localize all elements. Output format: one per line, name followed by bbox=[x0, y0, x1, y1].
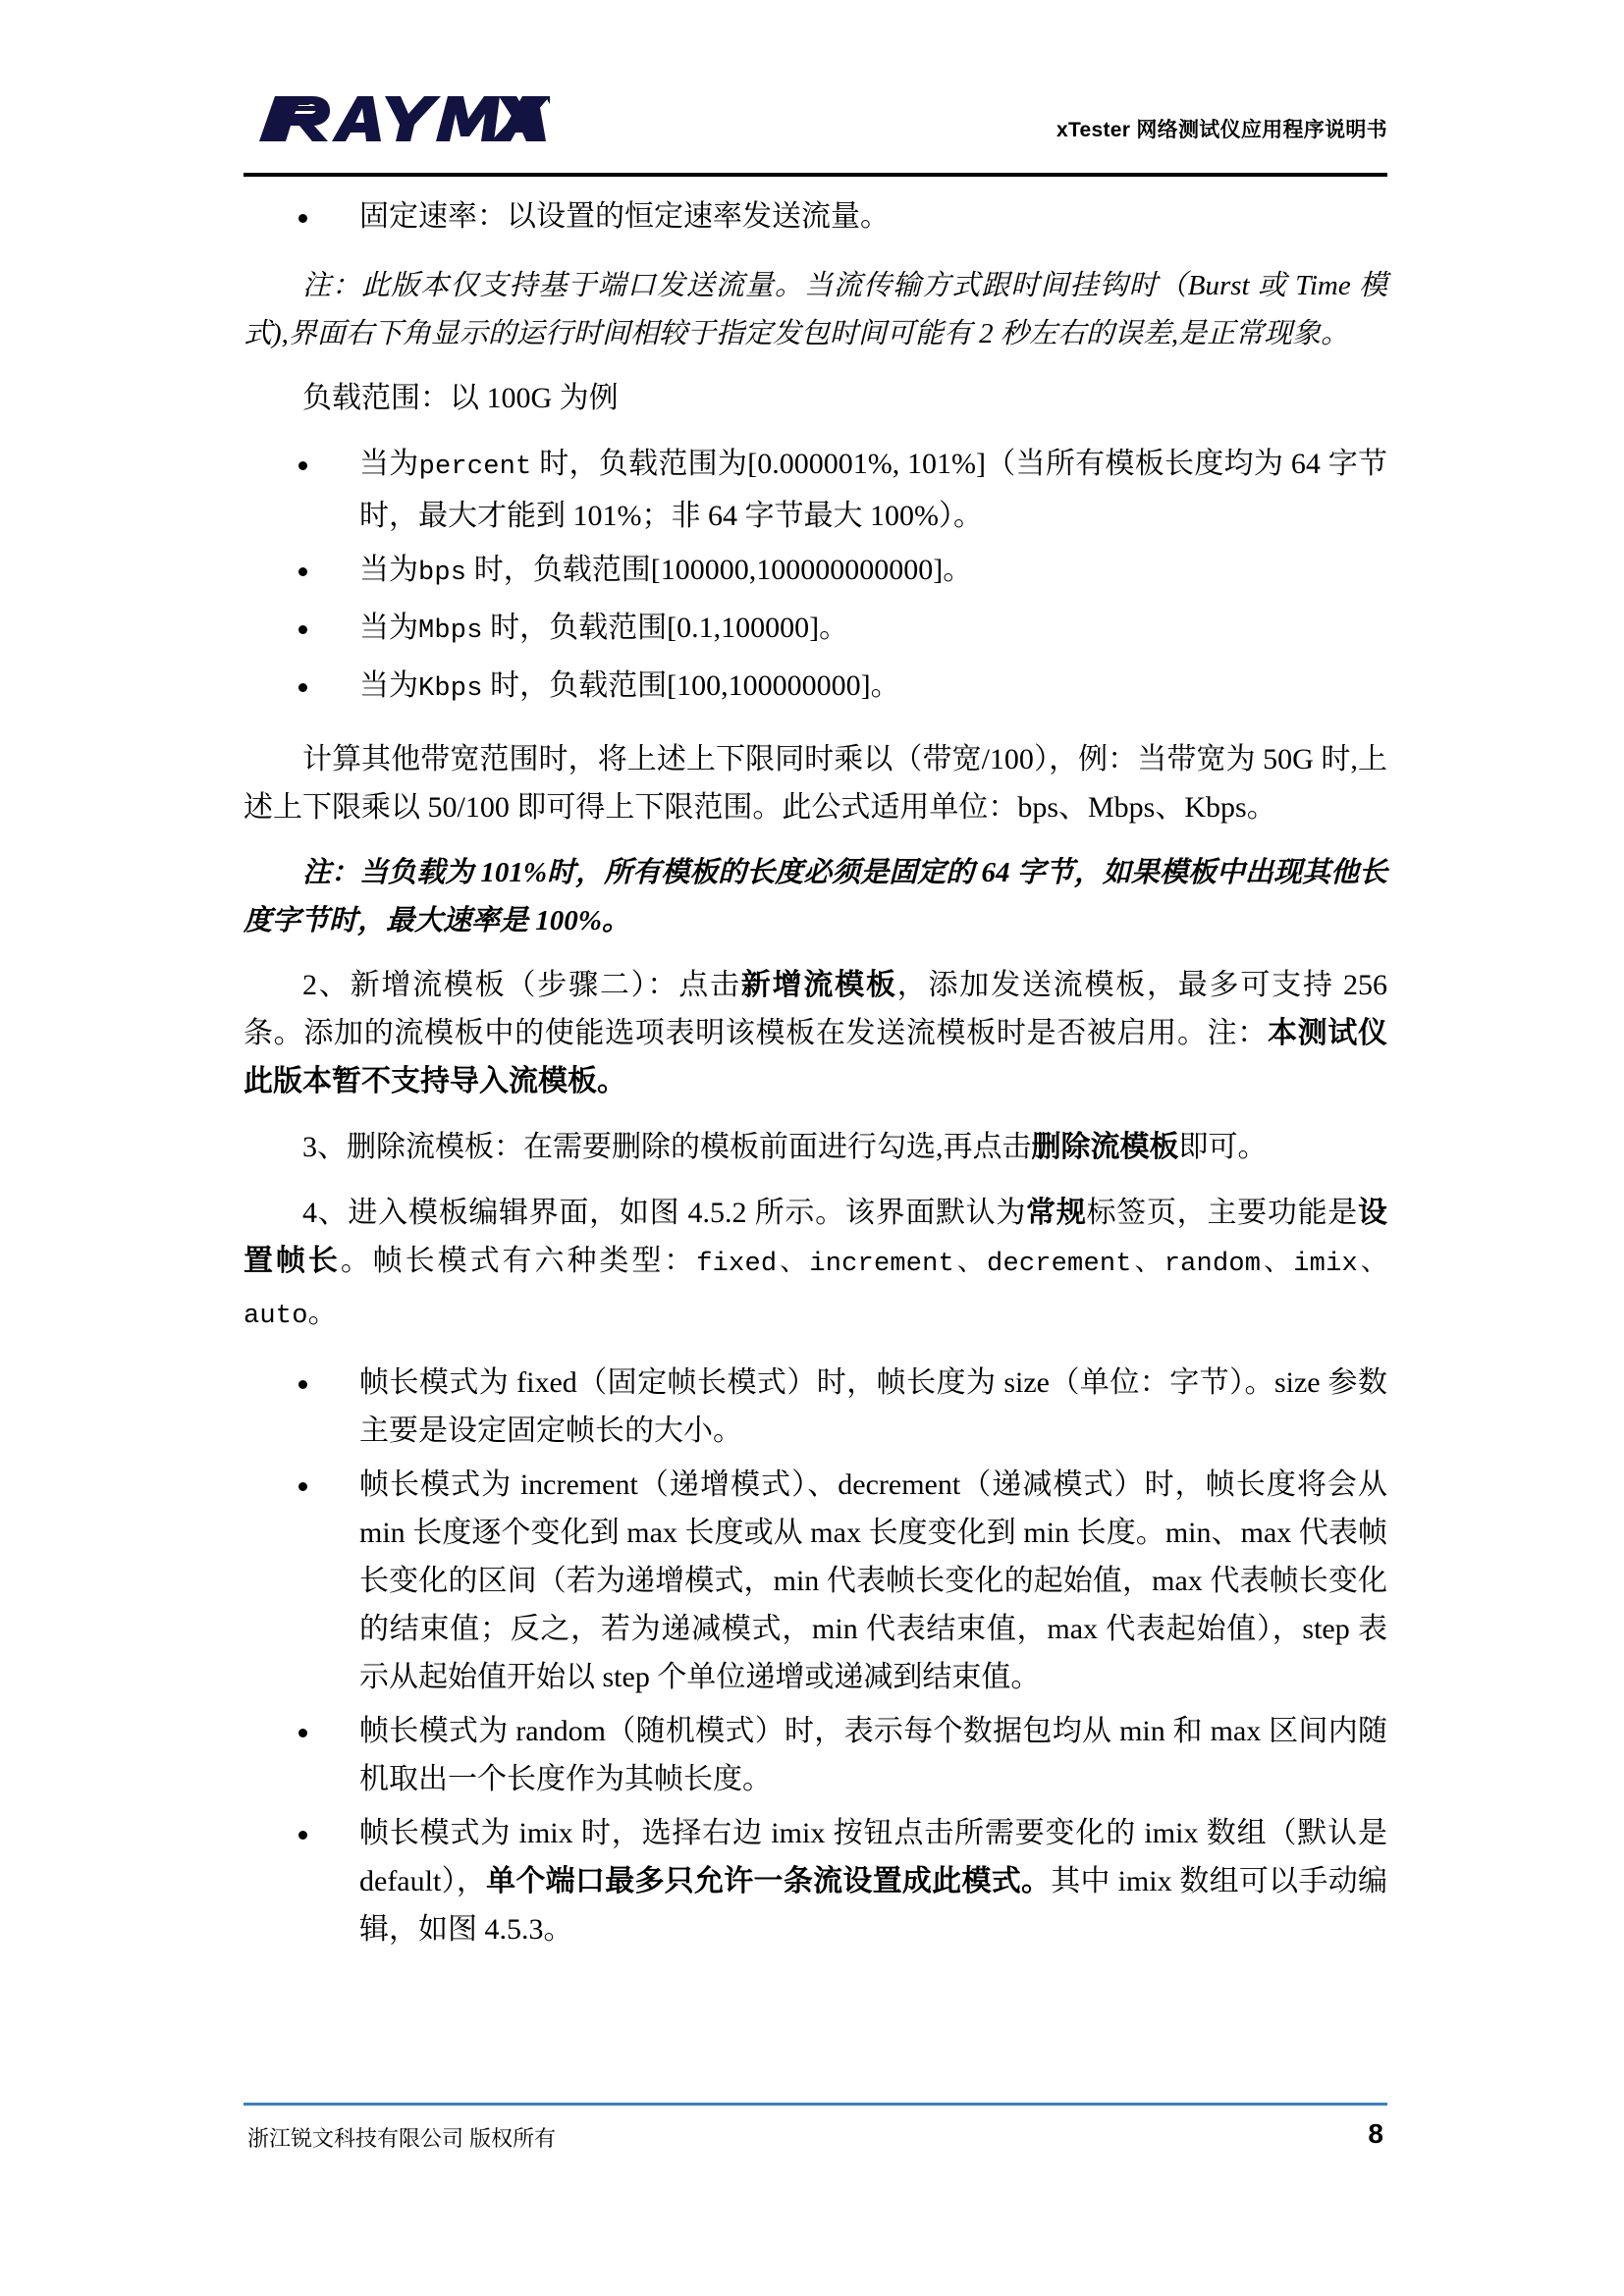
spacer bbox=[244, 246, 1387, 262]
list-item-mode-imix bbox=[244, 1809, 1387, 1953]
kbps-detail: 时，负载范围[100,100000000]。 bbox=[482, 669, 900, 702]
percent-prefix: 当为 bbox=[359, 448, 419, 480]
item4-suffix: 。 bbox=[307, 1297, 338, 1329]
raymax-logo bbox=[255, 92, 550, 145]
mode-imix-prefix: 帧长模式为 imix 时，选择右边 imix 按钮点击所需要变化的 imix 数组（默认是 default）， bbox=[359, 1817, 1387, 1897]
mbps-keyword: Mbps bbox=[418, 616, 483, 646]
item4-bold-general-tab: 常规 bbox=[1026, 1197, 1087, 1229]
page-number: 8 bbox=[1368, 2118, 1383, 2149]
note-101-percent: 注：当负载为 101%时，所有模板的长度必须是固定的 64 字节，如果模板中出现其他长度字节时，最大速率是 100%。 bbox=[244, 857, 1387, 936]
item3-bold-delete-template: 删除流模板 bbox=[1031, 1131, 1179, 1163]
kbps-prefix: 当为 bbox=[359, 669, 418, 702]
item4-prefix: 4、进入模板编辑界面，如图 4.5.2 所示。该界面默认为 bbox=[302, 1197, 1027, 1229]
mode-incr-decr-text: 帧长模式为 increment（递增模式）、decrement（递减模式）时，帧长度将会从 min 长度逐个变化到 max 长度或从 max 长度变化到 min 长度。min、max 代表帧长变化的区间（若为递增模式，min 代表帧长变化的起始值，max 代表帧长变化的结束值；反之，若为递减模式，min 代表结束值，max 代表起始值），step 表示从起始值开始以 step 个单位递增或递减到结束值。 bbox=[359, 1468, 1387, 1693]
spacer bbox=[244, 720, 1387, 735]
page-content bbox=[244, 192, 1387, 1959]
mode-imix-suffix: 其中 imix 数组可以手动编辑，如图 4.5.3。 bbox=[359, 1865, 1388, 1946]
list-item-mbps bbox=[244, 604, 1387, 656]
list-item-mode-increment-decrement bbox=[244, 1461, 1387, 1701]
list-item-percent bbox=[244, 440, 1387, 540]
list-item-mode-fixed bbox=[244, 1359, 1387, 1455]
list-item-mode-random bbox=[244, 1707, 1387, 1803]
bps-detail: 时，负载范围[100000,100000000000]。 bbox=[466, 554, 973, 586]
spacer bbox=[244, 1343, 1387, 1359]
bullet-text-fixed-rate: 固定速率：以设置的恒定速率发送流量。 bbox=[359, 200, 890, 233]
percent-keyword: percent bbox=[418, 453, 532, 482]
calculation-paragraph: 计算其他带宽范围时，将上述上下限同时乘以（带宽/100），例：当带宽为 50G 时,上述上下限乘以 50/100 即可得上下限范围。此公式适用单位：bps、Mbps、Kbps。 bbox=[244, 743, 1387, 824]
bps-keyword: bps bbox=[418, 559, 467, 588]
item-2-add-stream-template bbox=[244, 961, 1387, 1105]
item3-suffix: 即可。 bbox=[1178, 1131, 1268, 1163]
header-title: xTester 网络测试仪应用程序说明书 bbox=[1056, 119, 1387, 141]
item3-prefix: 3、删除流模板：在需要删除的模板前面进行勾选,再点击 bbox=[302, 1131, 1032, 1163]
item2-prefix: 2、新增流模板（步骤二）：点击 bbox=[302, 969, 741, 1001]
bullet-list-frame-modes bbox=[244, 1359, 1387, 1953]
spacer bbox=[244, 1173, 1387, 1189]
mbps-prefix: 当为 bbox=[359, 612, 418, 644]
list-item-kbps bbox=[244, 662, 1387, 714]
bullet-list-load-ranges bbox=[244, 440, 1387, 714]
item4-middle2: 。帧长模式有六种类型： bbox=[340, 1245, 697, 1277]
item2-bold-add-template: 新增流模板 bbox=[740, 969, 897, 1001]
item-3-delete-stream-template bbox=[244, 1123, 1387, 1171]
bullet-list-fixed-rate bbox=[244, 192, 1387, 240]
note-port-based: 注：此版本仅支持基于端口发送流量。当流传输方式跟时间挂钩时（Burst 或 Time 模式),界面右下角显示的运行时间相较于指定发包时间可能有 2 秒左右的误差,是正常现象。 bbox=[244, 270, 1387, 349]
header-divider bbox=[244, 173, 1387, 177]
spacer bbox=[244, 424, 1387, 440]
list-item bbox=[244, 192, 1387, 240]
item-4-template-editor bbox=[244, 1189, 1387, 1341]
item4-bold-frame-length: 设置帧长 bbox=[244, 1197, 1388, 1277]
load-range-heading: 负载范围：以 100G 为例 bbox=[302, 382, 619, 414]
item2-middle: ，添加发送流模板，最多可支持 256 条。添加的流模板中的使能选项表明该模板在发送流模板时是否被启用。注： bbox=[244, 969, 1388, 1049]
mbps-detail: 时，负载范围[0.1,100000]。 bbox=[482, 612, 849, 644]
spacer bbox=[244, 358, 1387, 374]
mode-random-text: 帧长模式为 random（随机模式）时，表示每个数据包均从 min 和 max 区间内随机取出一个长度作为其帧长度。 bbox=[359, 1715, 1387, 1795]
kbps-keyword: Kbps bbox=[418, 674, 483, 704]
item4-middle1: 标签页，主要功能是 bbox=[1086, 1197, 1359, 1229]
spacer bbox=[244, 1107, 1387, 1123]
page-footer bbox=[244, 2118, 1387, 2163]
page-header bbox=[244, 86, 1387, 165]
mode-imix-bold: 单个端口最多只允许一条流设置成此模式。 bbox=[486, 1865, 1052, 1897]
spacer bbox=[244, 833, 1387, 849]
footer-divider bbox=[244, 2103, 1387, 2106]
list-item-bps bbox=[244, 546, 1387, 598]
spacer bbox=[244, 945, 1387, 961]
percent-detail: 时，负载范围为[0.000001%, 101%]（当所有模板长度均为 64 字节时，最大才能到 101%；非 64 字节最大 100%）。 bbox=[359, 448, 1387, 532]
item4-frame-modes: fixed、increment、decrement、random、imix、auto bbox=[244, 1250, 1388, 1331]
footer-company: 浙江锐文科技有限公司 版权所有 bbox=[247, 2126, 557, 2151]
mode-fixed-text: 帧长模式为 fixed（固定帧长模式）时，帧长度为 size（单位：字节）。size 参数主要是设定固定帧长的大小。 bbox=[359, 1366, 1387, 1447]
item2-bold-no-import: 本测试仪此版本暂不支持导入流模板。 bbox=[244, 1017, 1388, 1097]
bps-prefix: 当为 bbox=[359, 554, 418, 586]
